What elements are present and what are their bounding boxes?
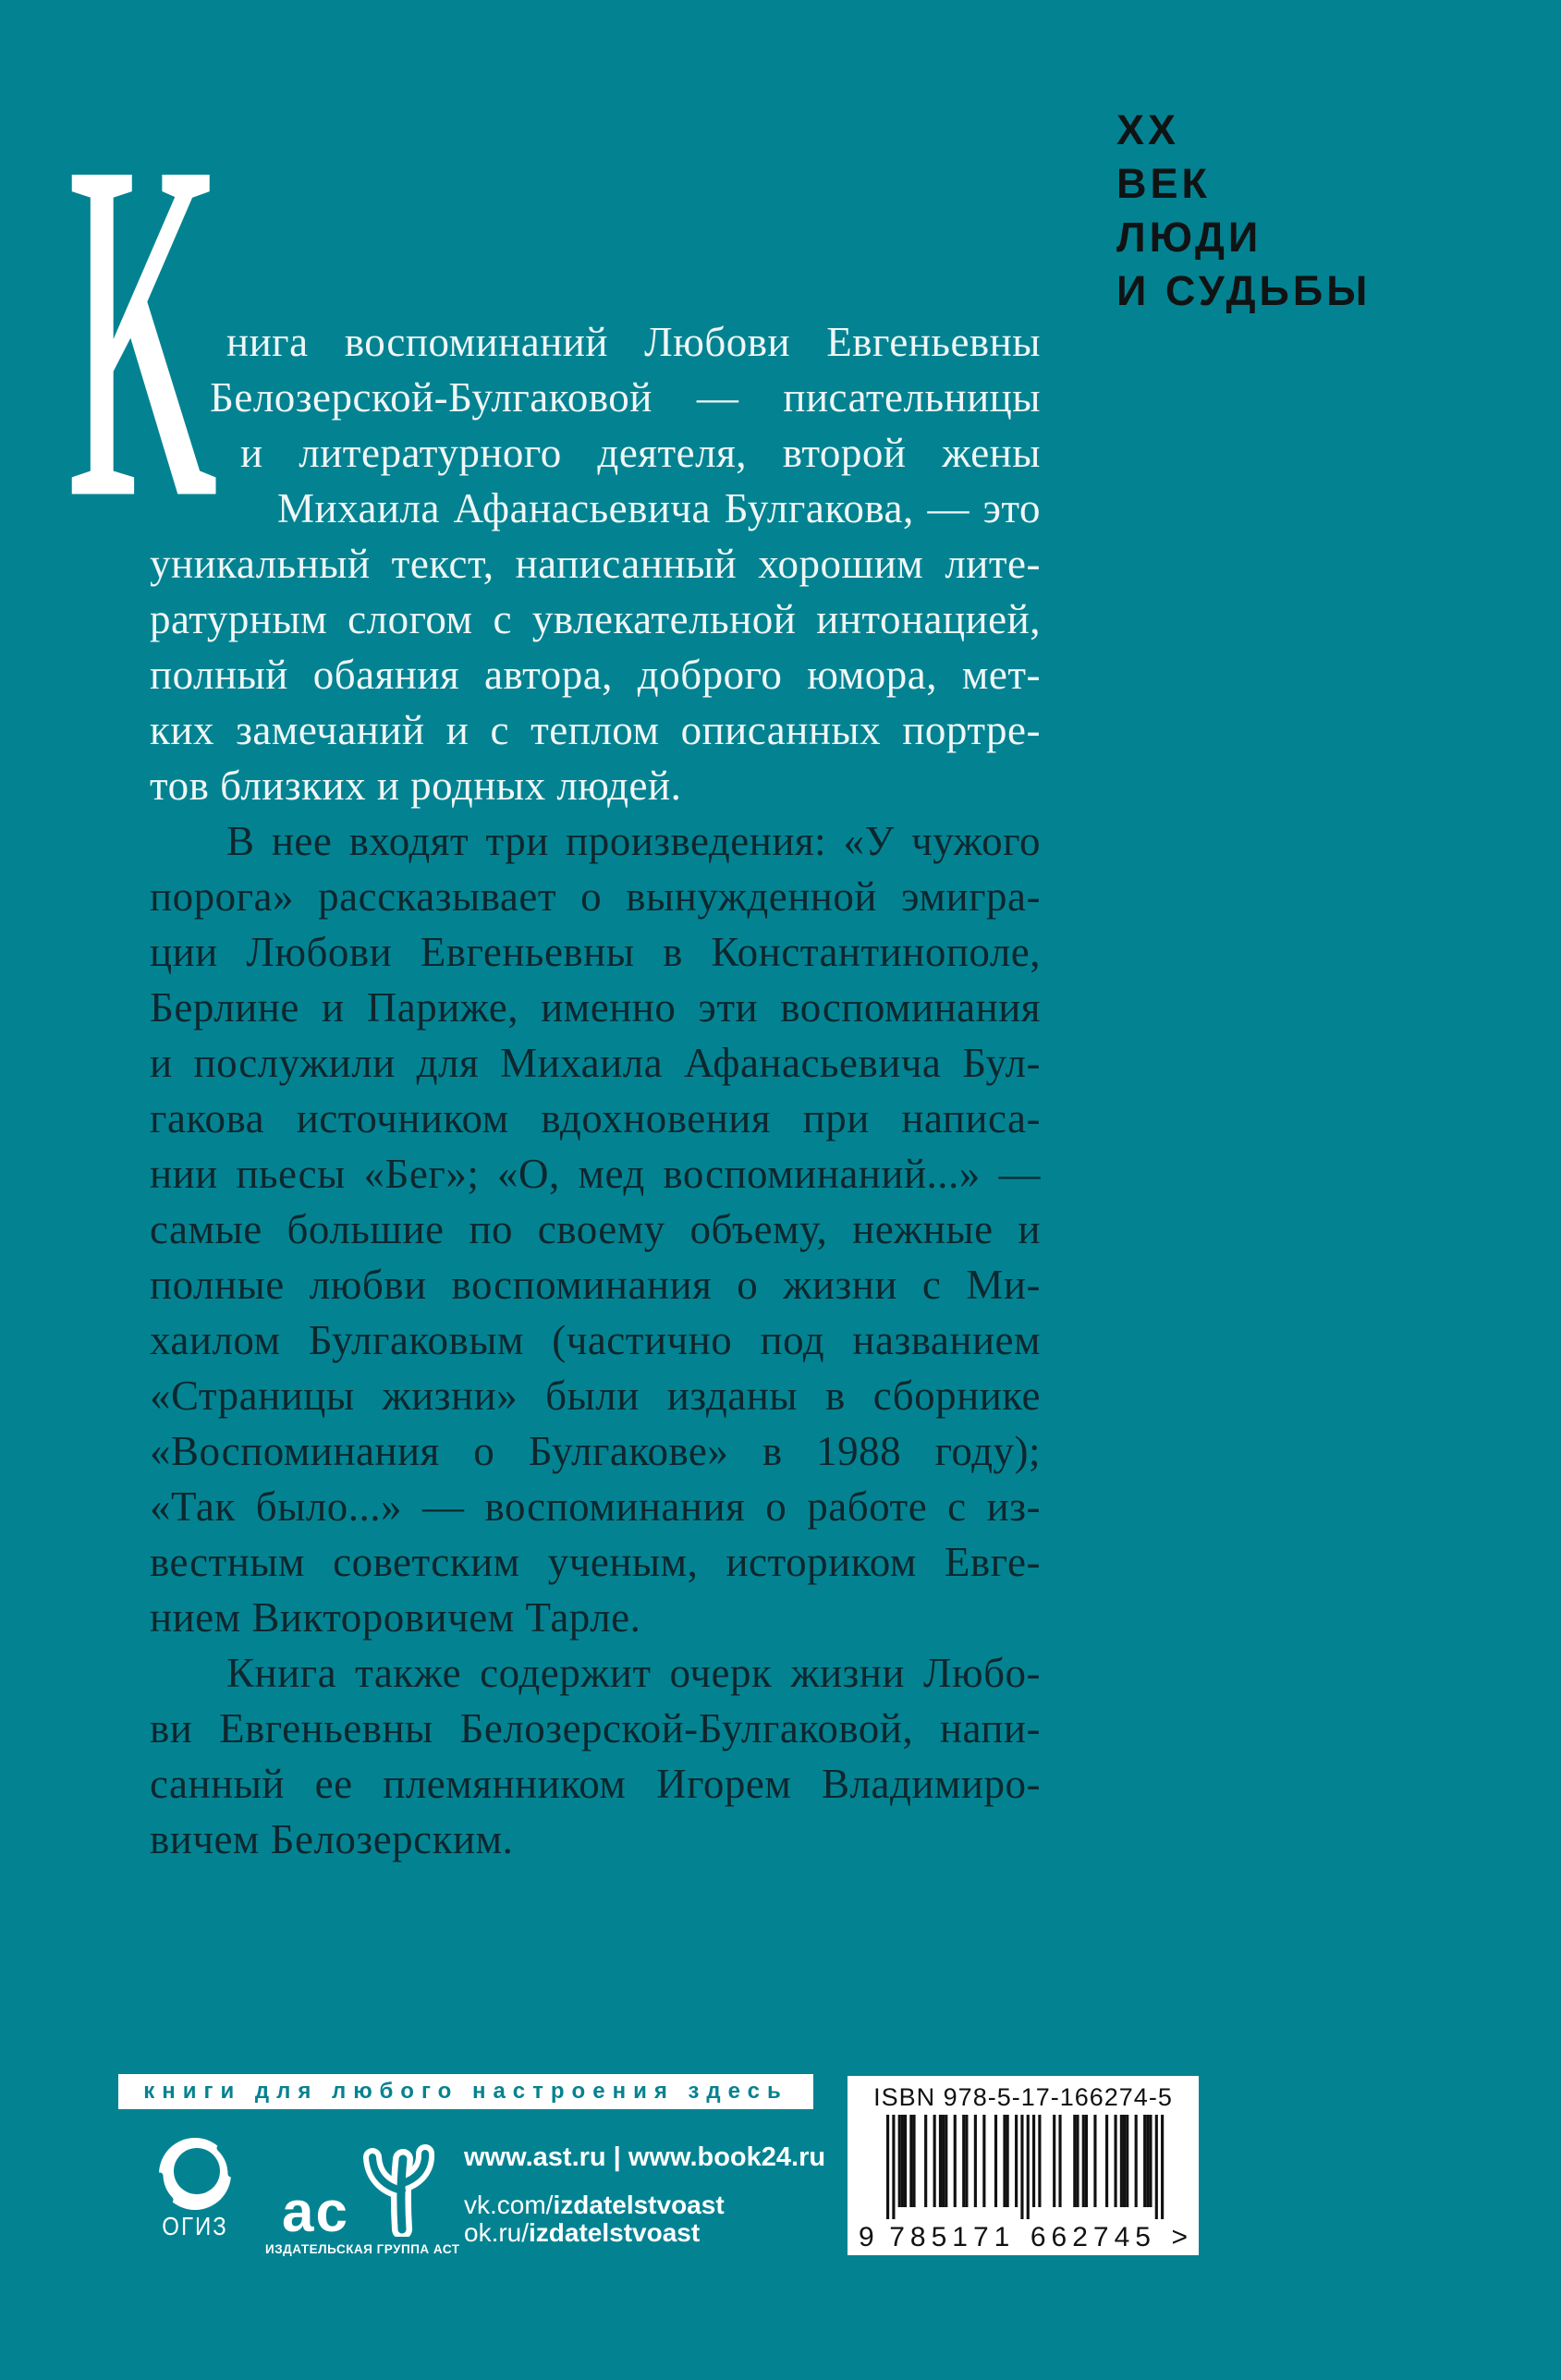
dropcap-letter: К	[67, 65, 214, 596]
annotation-line: Белозерской-Булгаковой — писательницы	[210, 374, 1041, 421]
annotation-line: самые большие по своему объему, нежные и	[150, 1206, 1041, 1252]
annotation-line: нига воспоминаний Любови Евгеньевны	[226, 319, 1041, 365]
annotation-line: гакова источником вдохновения при написа-	[150, 1095, 1041, 1141]
annotation-line: Михаила Афанасьевича Булгакова, — это	[277, 485, 1041, 531]
annotation-line: нии пьесы «Бег»; «О, мед воспоминаний...» —	[150, 1151, 1041, 1197]
annotation-line: ратурным слогом с увлекательной интонацией,	[150, 596, 1041, 642]
annotation-line: тов близких и родных людей.	[150, 763, 682, 809]
annotation-line: В нее входят три произведения: «У чужого	[226, 818, 1041, 864]
annotation-text	[150, 314, 1041, 1867]
barcode-block	[848, 2076, 1199, 2255]
ean13-barcode	[848, 2115, 1199, 2222]
annotation-line: ких замечаний и с теплом описанных портре-	[150, 707, 1041, 753]
annotation-line: полные любви воспоминания о жизни с Ми-	[150, 1262, 1041, 1308]
annotation-line: полный обаяния автора, доброго юмора, мет-	[150, 652, 1041, 698]
barcode-digit-group: 9	[859, 2222, 874, 2252]
slogan-banner	[118, 2074, 813, 2109]
annotation-line: вестным советским ученым, историком Евге-	[150, 1539, 1041, 1585]
series-line: XX	[1116, 106, 1180, 153]
annotation-line: и послужили для Михаила Афанасьевича Бул-	[150, 1040, 1041, 1086]
annotation-line: ви Евгеньевны Белозерской-Булгаковой, напи-	[150, 1705, 1041, 1751]
ast-caption: ИЗДАТЕЛЬСКАЯ ГРУППА АСТ	[265, 2242, 460, 2256]
barcode-arrow: >	[1171, 2222, 1188, 2252]
websites-line: www.ast.ru | www.book24.ru	[464, 2142, 826, 2172]
series-label	[1116, 104, 1371, 318]
ast-cactus-icon	[350, 2135, 443, 2237]
annotation-line: Берлине и Париже, именно эти воспоминания	[150, 984, 1041, 1031]
barcode-digit-group: 785171	[889, 2222, 1016, 2252]
annotation-line: хаилом Булгаковым (частично под названием	[150, 1317, 1041, 1363]
annotation-line: «Страницы жизни» были изданы в сборнике	[150, 1373, 1041, 1419]
annotation-line: ции Любови Евгеньевны в Константинополе,	[150, 929, 1041, 975]
isbn-label: ISBN 978-5-17-166274-5	[873, 2083, 1173, 2111]
annotation-line: и литературного деятеля, второй жены	[240, 430, 1041, 476]
ast-letters: ас	[282, 2180, 349, 2244]
ogiz-wordmark: ОГИЗ	[162, 2212, 228, 2241]
ogiz-ring-icon	[155, 2133, 235, 2213]
series-line: И СУДЬБЫ	[1116, 267, 1372, 314]
ogiz-logo	[155, 2133, 235, 2240]
barcode-digits	[859, 2222, 1188, 2253]
ok-link: ok.ru/izdatelstvoast	[464, 2218, 701, 2247]
barcode-digit-group: 662745	[1030, 2222, 1156, 2252]
annotation-line: «Воспоминания о Булгакове» в 1988 году);	[150, 1428, 1041, 1474]
annotation-line: нием Викторовичем Тарле.	[150, 1594, 641, 1641]
annotation-line: санный ее племянником Игорем Владимиро-	[150, 1761, 1041, 1807]
series-line: ВЕК	[1116, 160, 1211, 207]
publisher-links	[464, 2142, 825, 2247]
annotation-line: уникальный текст, написанный хорошим лите-	[150, 541, 1041, 587]
annotation-line: вичем Белозерским.	[150, 1816, 514, 1862]
slogan-text: книги для любого настроения здесь	[143, 2079, 788, 2104]
vk-link: vk.com/izdatelstvoast	[464, 2191, 725, 2219]
annotation-line: порога» рассказывает о вынужденной эмигра-	[150, 873, 1041, 920]
annotation-line: Книга также содержит очерк жизни Любо-	[226, 1650, 1041, 1696]
series-line: ЛЮДИ	[1116, 214, 1262, 261]
annotation-line: «Так было...» — воспоминания о работе с из-	[150, 1483, 1041, 1530]
